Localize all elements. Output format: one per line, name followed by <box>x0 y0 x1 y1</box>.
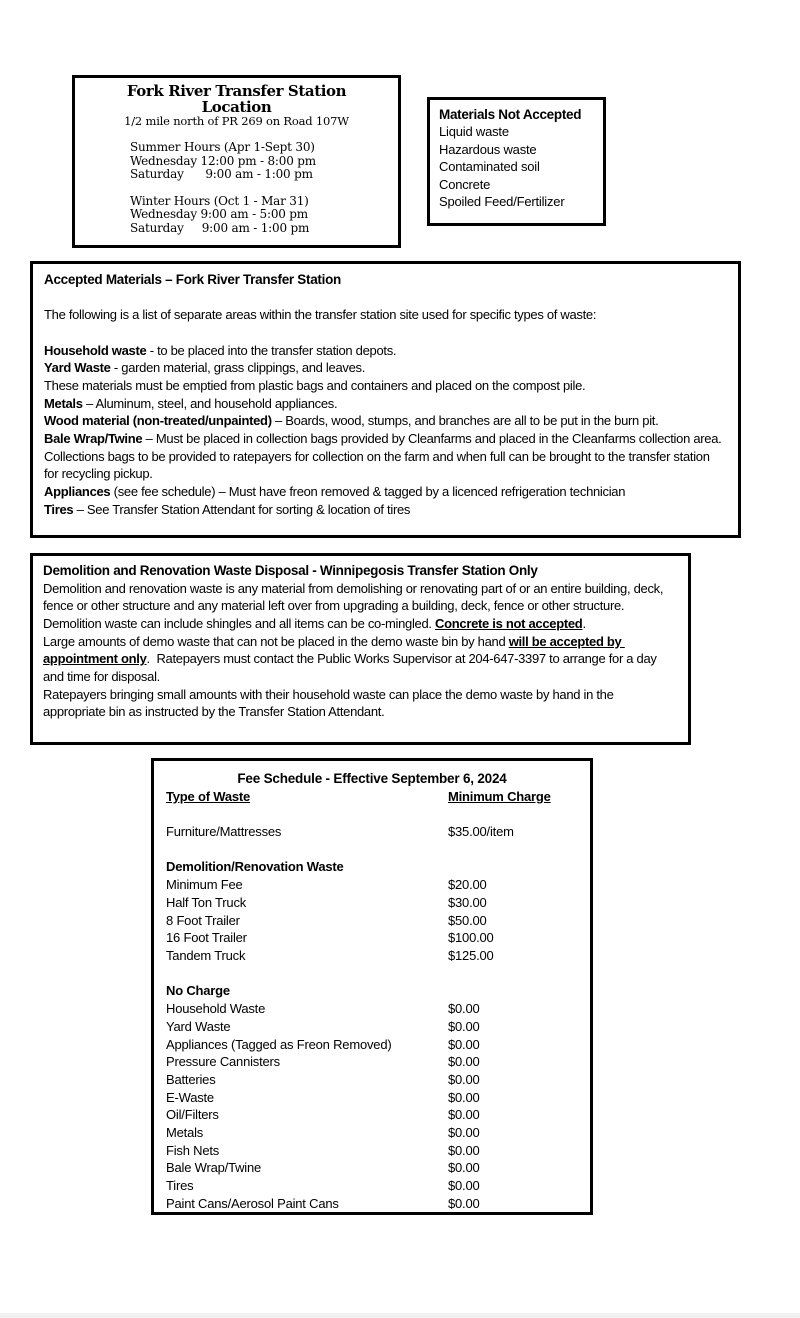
demolition-paragraph: Demolition and renovation waste is any material from demolishing or renovating part of or an entire building, deck, fence or other structure and any material left over from upgrading a building, deck, fence or other structure. Demolition waste can include shingles and all items can be co-mingled. Concrete is not accepted. <box>43 580 667 631</box>
fee-row-label: Yard Waste <box>166 1018 231 1034</box>
fee-row-charge: $125.00 <box>448 948 494 963</box>
fee-row <box>166 912 578 930</box>
fee-row-label: Household Waste <box>166 1001 266 1017</box>
summer-hours <box>130 141 398 182</box>
summer-hours-heading: Summer Hours (Apr 1-Sept 30) <box>130 140 315 154</box>
fee-row <box>166 1124 578 1142</box>
fee-row-label: Appliances (Tagged as Freon Removed) <box>166 1036 392 1052</box>
fee-row-label: Paint Cans/Aerosol Paint Cans <box>166 1195 339 1211</box>
materials-not-accepted-title: Materials Not Accepted <box>439 107 582 122</box>
fee-row-label: Half Ton Truck <box>166 894 247 910</box>
location-title-line1: Fork River Transfer Station <box>126 82 347 100</box>
summer-hours-line: Saturday 9:00 am - 1:00 pm <box>130 167 313 181</box>
fee-row-charge: $0.00 <box>448 1018 480 1034</box>
fee-row-charge: $100.00 <box>448 930 494 946</box>
accepted-item: Metals – Aluminum, steel, and household appliances. <box>44 395 338 411</box>
fee-row-label: Minimum Fee <box>166 877 243 893</box>
not-accepted-item: Contaminated soil <box>439 159 540 175</box>
fee-row-label: Batteries <box>166 1071 216 1087</box>
fee-row-charge: $0.00 <box>448 1178 480 1194</box>
accepted-item: Household waste - to be placed into the transfer station depots. <box>44 342 397 358</box>
fee-schedule-title: Fee Schedule - Effective September 6, 2024 <box>237 771 507 786</box>
fee-row <box>166 823 578 841</box>
fee-row-label: E-Waste <box>166 1089 214 1105</box>
fee-row-charge: $0.00 <box>448 1001 480 1017</box>
fee-row <box>166 1000 578 1018</box>
winter-hours-heading: Winter Hours (Oct 1 - Mar 31) <box>130 193 309 208</box>
demolition-info-card <box>30 553 691 745</box>
fee-row <box>166 876 578 894</box>
fee-row <box>166 1071 578 1089</box>
winter-hours <box>130 195 398 236</box>
fee-row-label: 16 Foot Trailer <box>166 930 247 946</box>
location-subtitle: 1/2 mile north of PR 269 on Road 107W <box>124 114 349 128</box>
fee-row <box>166 1036 578 1054</box>
demolition-paragraph: Large amounts of demo waste that can not be placed in the demo waste bin by hand will be accepted by appointment only. Ratepayers must contact the Public Works Supervisor at 204-647-3397 to arrange for a day and time for disposal. <box>43 633 660 684</box>
fee-row-label: Fish Nets <box>166 1142 220 1158</box>
fee-row-label: Bale Wrap/Twine <box>166 1160 262 1176</box>
fee-row <box>166 1195 578 1213</box>
fee-row-charge: $35.00/item <box>448 824 514 840</box>
not-accepted-item: Hazardous waste <box>439 141 537 157</box>
fee-row <box>166 1106 578 1124</box>
fee-row-charge: $0.00 <box>448 1107 480 1123</box>
fee-section-demolition: Demolition/Renovation Waste <box>166 859 344 875</box>
fee-row <box>166 947 578 965</box>
location-title-line2: Location <box>201 98 272 116</box>
fee-row-label: Metals <box>166 1125 204 1141</box>
not-accepted-item: Concrete <box>439 176 491 192</box>
fee-row-charge: $0.00 <box>448 1160 480 1176</box>
accepted-item: Wood material (non-treated/unpainted) – Boards, wood, stumps, and branches are all to be put in the burn pit. <box>44 413 659 429</box>
fee-row-charge: $0.00 <box>448 1142 480 1158</box>
page-bottom-edge <box>0 1313 800 1318</box>
fee-row-label: Tires <box>166 1178 194 1194</box>
accepted-materials-intro: The following is a list of separate areas within the transfer station site used for specific types of waste: <box>44 307 597 323</box>
winter-hours-line: Saturday 9:00 am - 1:00 pm <box>130 220 310 235</box>
summer-hours-line: Wednesday 12:00 pm - 8:00 pm <box>130 153 316 168</box>
accepted-item: Appliances (see fee schedule) – Must have freon removed & tagged by a licenced refrigeration technician <box>44 483 626 499</box>
accepted-item: These materials must be emptied from plastic bags and containers and placed on the compost pile. <box>44 377 586 393</box>
fee-row-charge: $20.00 <box>448 877 487 893</box>
accepted-materials-title: Accepted Materials – Fork River Transfer Station <box>44 272 341 287</box>
fee-table-header <box>166 788 578 806</box>
fee-row-charge: $0.00 <box>448 1089 480 1105</box>
fee-column-type-of-waste: Type of Waste <box>166 788 251 804</box>
fee-row <box>166 894 578 912</box>
location-title <box>75 83 398 115</box>
fee-row-charge: $0.00 <box>448 1195 480 1211</box>
demolition-title: Demolition and Renovation Waste Disposal - Winnipegosis Transfer Station Only <box>43 563 538 578</box>
fee-row-charge: $30.00 <box>448 894 487 910</box>
materials-not-accepted-card <box>427 97 606 226</box>
fee-row-label: Pressure Cannisters <box>166 1054 280 1070</box>
fee-row <box>166 1089 578 1107</box>
fee-row-charge: $0.00 <box>448 1125 480 1141</box>
winter-hours-line: Wednesday 9:00 am - 5:00 pm <box>130 207 308 221</box>
fee-column-minimum-charge: Minimum Charge <box>448 788 551 804</box>
fee-row-label: 8 Foot Trailer <box>166 912 240 928</box>
fee-row-charge: $0.00 <box>448 1036 480 1052</box>
fee-row-label: Tandem Truck <box>166 948 246 963</box>
accepted-item: Yard Waste - garden material, grass clippings, and leaves. <box>44 360 366 376</box>
fee-row <box>166 1159 578 1177</box>
fee-row <box>166 1018 578 1036</box>
location-hours-card <box>72 75 401 248</box>
accepted-materials-card <box>30 261 741 538</box>
fee-row-charge: $0.00 <box>448 1054 480 1070</box>
demolition-paragraph: Ratepayers bringing small amounts with their household waste can place the demo waste by hand in the appropriate bin as instructed by the Transfer Station Attendant. <box>43 686 617 720</box>
fee-row <box>166 1053 578 1071</box>
fee-row-label: Oil/Filters <box>166 1107 219 1123</box>
fee-row <box>166 1142 578 1160</box>
fee-row <box>166 929 578 947</box>
not-accepted-item: Liquid waste <box>439 124 509 140</box>
not-accepted-item: Spoiled Feed/Fertilizer <box>439 194 565 210</box>
accepted-item: Bale Wrap/Twine – Must be placed in collection bags provided by Cleanfarms and placed in the Cleanfarms collection area. Collections bags to be provided to ratepayers for collection on the farm and when full can be brought to the transfer station for recycling pickup. <box>44 430 722 482</box>
fee-row-charge: $0.00 <box>448 1071 480 1087</box>
fee-row-label: Furniture/Mattresses <box>166 824 282 840</box>
fee-schedule-card <box>151 758 593 1215</box>
fee-row <box>166 1177 578 1195</box>
fee-row-charge: $50.00 <box>448 912 487 928</box>
fee-section-no-charge: No Charge <box>166 983 230 999</box>
accepted-item: Tires – See Transfer Station Attendant for sorting & location of tires <box>44 501 411 517</box>
